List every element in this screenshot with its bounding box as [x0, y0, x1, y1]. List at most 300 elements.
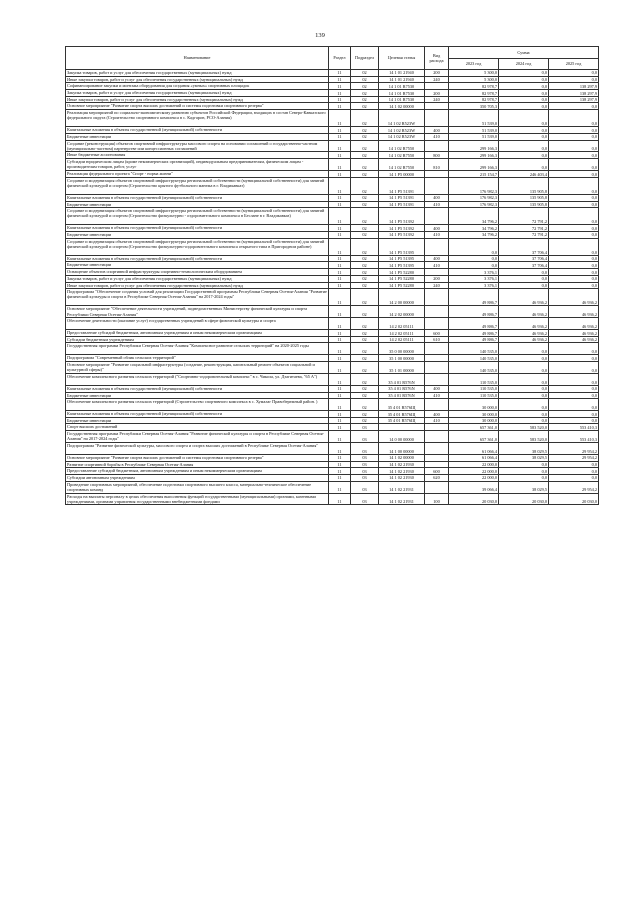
row-sum-2024: 0,0	[499, 76, 549, 83]
table-row	[66, 461, 599, 468]
row-section: 11	[329, 330, 351, 337]
row-sum-2023: 30 000,0	[449, 417, 499, 424]
table-row	[66, 194, 599, 201]
row-subsection: 02	[351, 238, 379, 255]
row-section: 11	[329, 90, 351, 97]
row-target: 14 1 02 R523W	[379, 110, 425, 127]
row-sum-2025: 0,0	[549, 362, 599, 374]
row-target: 14 1 P5 51391	[379, 194, 425, 201]
row-name: Реализация федерального проекта "Спорт - норма жизни"	[66, 171, 329, 178]
row-subsection: 02	[351, 330, 379, 337]
row-sum-2023: 51 539,0	[449, 110, 499, 127]
table-row	[66, 443, 599, 455]
header-sum: Сумма	[449, 47, 599, 59]
row-sum-2025: 0,0	[549, 373, 599, 385]
row-sum-2023: 176 982,3	[449, 194, 499, 201]
row-sum-2025: 0,0	[549, 355, 599, 362]
row-section: 11	[329, 103, 351, 110]
row-sum-2024: 246 403,4	[499, 171, 549, 178]
row-target: 14 1 P5 51391	[379, 201, 425, 208]
table-row	[66, 289, 599, 306]
row-expense-type	[425, 83, 449, 90]
row-sum-2024: 0,0	[499, 133, 549, 140]
row-name: Создание и модернизация объектов спортивной инфраструктуры региональной собственности (муниципальной собственности) для занятий физической культурой и спортом (Строительство физкультурно - оздоровительного комплекса в Беслане в г. Владикавказ)	[66, 208, 329, 225]
row-name: Субсидии юридическим лицам (кроме некоммерческих организаций), индивидуальным предпринимателям, физическим лицам - производителям товаров, работ, услуг	[66, 159, 329, 171]
row-section: 11	[329, 159, 351, 171]
row-expense-type: 610	[425, 336, 449, 343]
row-target: 35 4 01 R576Щ	[379, 399, 425, 411]
row-sum-2024: 0,0	[499, 461, 549, 468]
row-target: 14 1 02 R7550	[379, 140, 425, 152]
row-expense-type: 800	[425, 152, 449, 159]
row-target: 14 1 P5 51392	[379, 232, 425, 239]
row-subsection: 02	[351, 373, 379, 385]
row-expense-type	[425, 373, 449, 385]
table-row	[66, 83, 599, 90]
row-sum-2025: 0,0	[549, 208, 599, 225]
table-row	[66, 70, 599, 77]
row-sum-2023: 3 376,1	[449, 282, 499, 289]
row-sum-2025: 0,0	[549, 475, 599, 482]
table-row	[66, 454, 599, 461]
row-sum-2023: 350 705,3	[449, 103, 499, 110]
row-sum-2025: 0,0	[549, 194, 599, 201]
row-expense-type: 400	[425, 225, 449, 232]
row-target: 14 1 02 R523W	[379, 127, 425, 134]
row-sum-2024: 0,0	[499, 103, 549, 110]
row-sum-2023: 34 796,2	[449, 232, 499, 239]
row-expense-type: 240	[425, 282, 449, 289]
row-subsection: 02	[351, 385, 379, 392]
row-sum-2023: 49 886,7	[449, 336, 499, 343]
row-sum-2024: 38 029,5	[499, 454, 549, 461]
row-section: 11	[329, 262, 351, 269]
row-name: Бюджетные инвестиции	[66, 232, 329, 239]
row-name: Оснащение объектов спортивной инфраструктуры спортивно-технологическим оборудованием	[66, 269, 329, 276]
row-expense-type: 600	[425, 468, 449, 475]
row-sum-2024: 37 706,4	[499, 238, 549, 255]
row-section: 11	[329, 110, 351, 127]
row-sum-2023: 299 166,3	[449, 159, 499, 171]
table-row	[66, 330, 599, 337]
row-subsection: 02	[351, 275, 379, 282]
row-name: Обеспечение комплексного развития сельских территорий ("Спортивно-оздоровительный комплекс" в с. Чикола, ул. Дзагитаева, "65 А")	[66, 373, 329, 385]
row-sum-2023: 3 376,1	[449, 275, 499, 282]
header-year-2023: 2023 год	[449, 59, 499, 70]
row-subsection: 03	[351, 431, 379, 443]
row-subsection: 03	[351, 424, 379, 431]
row-section: 11	[329, 76, 351, 83]
row-sum-2024: 0,0	[499, 399, 549, 411]
row-expense-type	[425, 461, 449, 468]
row-sum-2024: 0,0	[499, 127, 549, 134]
header-subsection: Подраздел	[351, 47, 379, 70]
row-section: 11	[329, 269, 351, 276]
row-subsection: 02	[351, 225, 379, 232]
table-row	[66, 411, 599, 418]
row-name: Подпрограмма "Современный облик сельских территорий"	[66, 355, 329, 362]
row-name: Капитальные вложения в объекты государственной (муниципальной) собственности	[66, 225, 329, 232]
row-subsection: 02	[351, 152, 379, 159]
table-row	[66, 269, 599, 276]
row-sum-2025: 0,0	[549, 411, 599, 418]
row-name: Бюджетные инвестиции	[66, 133, 329, 140]
row-name: Основное мероприятие "Обеспечение деятельности учреждений, подведомственных Министерству физической культуры и спорта Республики Северная Осетия-Алания"	[66, 306, 329, 318]
row-target: 14 2 00 00000	[379, 289, 425, 306]
row-section: 11	[329, 194, 351, 201]
row-sum-2023: 30 000,0	[449, 411, 499, 418]
table-row	[66, 96, 599, 103]
row-target: 35 4 01 R576N	[379, 385, 425, 392]
table-row	[66, 481, 599, 493]
row-name: Софинансирование закупки и монтажа оборудования для создания «умных» спортивных площадок	[66, 83, 329, 90]
row-sum-2024: 38 029,5	[499, 481, 549, 493]
row-target: 35 4 01 R576N	[379, 392, 425, 399]
row-subsection: 02	[351, 306, 379, 318]
row-sum-2023: 176 982,3	[449, 201, 499, 208]
row-expense-type: 400	[425, 127, 449, 134]
row-target: 14 1 01 21940	[379, 76, 425, 83]
row-sum-2024: 0,0	[499, 269, 549, 276]
row-sum-2023: 49 886,7	[449, 289, 499, 306]
row-sum-2023: 657 361,0	[449, 431, 499, 443]
row-sum-2023: 51 539,0	[449, 133, 499, 140]
row-subsection: 02	[351, 262, 379, 269]
row-sum-2024: 0,0	[499, 159, 549, 171]
row-section: 11	[329, 318, 351, 330]
row-expense-type: 620	[425, 475, 449, 482]
row-sum-2024: 72 791,2	[499, 225, 549, 232]
row-section: 11	[329, 424, 351, 431]
row-sum-2025: 138 297,9	[549, 96, 599, 103]
table-row	[66, 152, 599, 159]
row-sum-2023: 3 376,1	[449, 269, 499, 276]
row-sum-2024: 72 791,2	[499, 232, 549, 239]
row-expense-type	[425, 171, 449, 178]
row-expense-type	[425, 208, 449, 225]
row-sum-2024: 46 936,2	[499, 306, 549, 318]
row-target: 14 1 02 R7550	[379, 159, 425, 171]
row-section: 11	[329, 306, 351, 318]
row-expense-type: 600	[425, 330, 449, 337]
row-target: 14 2 02 05111	[379, 318, 425, 330]
row-subsection: 02	[351, 355, 379, 362]
row-section: 11	[329, 399, 351, 411]
row-name: Подпрограмма "Развитие физической культуры, массового спорта и спорта высших достижений в Республике Северная Осетия-Алания"	[66, 443, 329, 455]
row-section: 11	[329, 83, 351, 90]
row-sum-2024: 46 936,2	[499, 330, 549, 337]
row-subsection: 02	[351, 282, 379, 289]
row-expense-type	[425, 177, 449, 194]
row-sum-2024: 46 936,2	[499, 336, 549, 343]
row-subsection: 02	[351, 411, 379, 418]
row-sum-2023: 30 000,0	[449, 399, 499, 411]
row-name: Закупка товаров, работ и услуг для обеспечения государственных (муниципальных) нужд	[66, 90, 329, 97]
table-row	[66, 255, 599, 262]
page-number: 139	[315, 32, 325, 39]
row-section: 11	[329, 289, 351, 306]
table-row	[66, 140, 599, 152]
row-sum-2025: 0,0	[549, 70, 599, 77]
table-row	[66, 417, 599, 424]
table-row	[66, 110, 599, 127]
row-section: 11	[329, 70, 351, 77]
row-section: 11	[329, 493, 351, 505]
row-expense-type: 200	[425, 70, 449, 77]
row-sum-2023: 140 535,0	[449, 362, 499, 374]
row-sum-2025: 0,0	[549, 171, 599, 178]
row-sum-2023: 82 978,7	[449, 83, 499, 90]
row-subsection: 02	[351, 90, 379, 97]
row-sum-2025: 46 936,2	[549, 336, 599, 343]
row-expense-type	[425, 289, 449, 306]
row-sum-2023: 82 978,7	[449, 90, 499, 97]
row-sum-2024: 583 520,0	[499, 431, 549, 443]
row-name: Бюджетные инвестиции	[66, 392, 329, 399]
row-subsection: 02	[351, 255, 379, 262]
table-row	[66, 127, 599, 134]
row-target: 35 1 00 00000	[379, 355, 425, 362]
row-sum-2024: 0,0	[499, 355, 549, 362]
row-sum-2025: 0,0	[549, 103, 599, 110]
row-sum-2025: 46 936,2	[549, 330, 599, 337]
row-section: 11	[329, 208, 351, 225]
row-name: Проведение спортивных мероприятий, обеспечение подготовки спортивного высшего класса, материально-техническое обеспечение спортивных команд	[66, 481, 329, 493]
row-subsection: 02	[351, 70, 379, 77]
row-target: 14 1 P5 52280	[379, 282, 425, 289]
table-row	[66, 208, 599, 225]
table-row	[66, 76, 599, 83]
row-sum-2023: 61 066,4	[449, 443, 499, 455]
row-section: 11	[329, 461, 351, 468]
row-target: 35 0 00 00000	[379, 343, 425, 355]
row-sum-2024: 135 905,8	[499, 201, 549, 208]
table-row	[66, 468, 599, 475]
row-sum-2025: 0,0	[549, 177, 599, 194]
row-target: 14 1 P5 51395	[379, 262, 425, 269]
row-sum-2024: 0,0	[499, 385, 549, 392]
row-sum-2023: 299 166,3	[449, 152, 499, 159]
row-sum-2024: 37 706,4	[499, 262, 549, 269]
row-section: 11	[329, 443, 351, 455]
row-name: Иные закупки товаров, работ и услуг для обеспечения государственных (муниципальных) нужд	[66, 96, 329, 103]
row-sum-2025: 0,0	[549, 468, 599, 475]
row-sum-2025: 0,0	[549, 417, 599, 424]
row-sum-2025: 0,0	[549, 127, 599, 134]
row-expense-type	[425, 362, 449, 374]
row-section: 11	[329, 152, 351, 159]
row-name: Создание и модернизация объектов спортивной инфраструктуры региональной собственности (муниципальной собственности) для занятий физической культурой и спортом (Строительство физкультурно-оздоровительного комплекса открытого типа в Пригородном районе)	[66, 238, 329, 255]
row-expense-type	[425, 238, 449, 255]
row-section: 11	[329, 140, 351, 152]
row-sum-2024: 0,0	[499, 475, 549, 482]
row-sum-2024: 46 936,2	[499, 318, 549, 330]
row-subsection: 02	[351, 362, 379, 374]
row-sum-2025: 29 954,2	[549, 443, 599, 455]
row-subsection: 02	[351, 96, 379, 103]
row-name: Предоставление субсидий бюджетным, автономным учреждениям и иным некоммерческим организациям	[66, 468, 329, 475]
row-name: Основное мероприятие "Развитие спорта высших достижений и системы подготовки спортивного резерва"	[66, 454, 329, 461]
row-name: Основное мероприятие "Развитие спорта высших достижений и системы подготовки спортивного резерва"	[66, 103, 329, 110]
table-row	[66, 399, 599, 411]
row-expense-type: 400	[425, 255, 449, 262]
row-sum-2024: 0,0	[499, 70, 549, 77]
row-sum-2024: 0,0	[499, 275, 549, 282]
row-section: 11	[329, 481, 351, 493]
row-sum-2024: 0,0	[499, 417, 549, 424]
row-name: Закупка товаров, работ и услуг для обеспечения государственных (муниципальных) нужд	[66, 275, 329, 282]
row-sum-2024: 0,0	[499, 373, 549, 385]
row-sum-2023: 61 066,4	[449, 454, 499, 461]
row-sum-2023: 0,0	[449, 255, 499, 262]
row-target: 14 1 P5 51395	[379, 255, 425, 262]
row-sum-2025: 46 936,2	[549, 289, 599, 306]
row-expense-type: 810	[425, 159, 449, 171]
row-name: Создание (реконструкция) объектов спортивной инфраструктуры массового спорта на основании соглашений о государственно-частном (муниципально-частном) партнерстве или концессионных соглашений	[66, 140, 329, 152]
table-row	[66, 177, 599, 194]
row-subsection: 02	[351, 289, 379, 306]
row-subsection: 02	[351, 76, 379, 83]
row-target: 35 1 01 00000	[379, 362, 425, 374]
row-expense-type	[425, 140, 449, 152]
row-subsection: 02	[351, 83, 379, 90]
table-row	[66, 201, 599, 208]
row-sum-2025: 0,0	[549, 461, 599, 468]
row-target: 14 1 02 21931	[379, 493, 425, 505]
header-target: Целевая статья	[379, 47, 425, 70]
row-section: 11	[329, 343, 351, 355]
row-section: 11	[329, 385, 351, 392]
row-name: Бюджетные инвестиции	[66, 417, 329, 424]
row-subsection: 02	[351, 417, 379, 424]
row-target: 35 4 01 R576Щ	[379, 411, 425, 418]
row-subsection: 02	[351, 399, 379, 411]
row-name: Развитие спортивной борьбы в Республике Северная Осетия-Алания	[66, 461, 329, 468]
row-subsection: 02	[351, 103, 379, 110]
header-name: Наименование	[66, 47, 329, 70]
row-sum-2025: 0,0	[549, 140, 599, 152]
row-subsection: 02	[351, 318, 379, 330]
row-subsection: 02	[351, 343, 379, 355]
row-target: 14 2 02 05111	[379, 330, 425, 337]
row-name: Капитальные вложения в объекты государственной (муниципальной) собственности	[66, 411, 329, 418]
row-name: Спорт высших достижений	[66, 424, 329, 431]
row-expense-type	[425, 481, 449, 493]
table-row	[66, 238, 599, 255]
row-section: 11	[329, 177, 351, 194]
row-name: Капитальные вложения в объекты государственной (муниципальной) собственности	[66, 194, 329, 201]
row-expense-type	[425, 110, 449, 127]
row-sum-2023: 0,0	[449, 262, 499, 269]
table-row	[66, 385, 599, 392]
row-section: 11	[329, 171, 351, 178]
table-row	[66, 373, 599, 385]
budget-table	[65, 46, 599, 505]
row-expense-type: 410	[425, 232, 449, 239]
row-section: 11	[329, 232, 351, 239]
header-expense-type: Вид расхода	[425, 47, 449, 70]
table-row	[66, 431, 599, 443]
row-sum-2023: 34 796,2	[449, 225, 499, 232]
row-section: 11	[329, 373, 351, 385]
row-subsection: 03	[351, 461, 379, 468]
row-sum-2025: 0,0	[549, 262, 599, 269]
row-name: Субсидии автономным учреждениям	[66, 475, 329, 482]
table-row	[66, 262, 599, 269]
row-expense-type: 410	[425, 262, 449, 269]
row-sum-2024: 0,0	[499, 392, 549, 399]
table-row	[66, 318, 599, 330]
row-sum-2025: 553 410,3	[549, 424, 599, 431]
row-name: Создание и модернизация объектов спортивной инфраструктуры региональной собственности (муниципальной собственности) для занятий физической культурой и спортом (Строительство крытого футбольного манежа в г. Владикавказ)	[66, 177, 329, 194]
row-sum-2023: 299 166,3	[449, 140, 499, 152]
row-sum-2025: 0,0	[549, 255, 599, 262]
row-sum-2025: 0,0	[549, 76, 599, 83]
row-section: 11	[329, 225, 351, 232]
table-row	[66, 103, 599, 110]
row-sum-2023: 39 066,4	[449, 481, 499, 493]
row-target: 14 1 02 21930	[379, 475, 425, 482]
row-expense-type: 240	[425, 96, 449, 103]
row-subsection: 03	[351, 493, 379, 505]
table-row	[66, 493, 599, 505]
row-subsection: 02	[351, 392, 379, 399]
row-sum-2023: 657 361,0	[449, 424, 499, 431]
row-subsection: 02	[351, 208, 379, 225]
row-subsection: 03	[351, 443, 379, 455]
row-sum-2023: 49 886,7	[449, 318, 499, 330]
row-section: 11	[329, 255, 351, 262]
row-section: 11	[329, 454, 351, 461]
row-name: Иные закупки товаров, работ и услуг для обеспечения государственных (муниципальных) нужд	[66, 282, 329, 289]
row-expense-type: 410	[425, 392, 449, 399]
row-subsection: 02	[351, 194, 379, 201]
row-name: Капитальные вложения в объекты государственной (муниципальной) собственности	[66, 255, 329, 262]
row-sum-2024: 0,0	[499, 83, 549, 90]
row-target: 14 1 P5 51395	[379, 238, 425, 255]
row-expense-type	[425, 399, 449, 411]
table-row	[66, 171, 599, 178]
row-expense-type: 400	[425, 385, 449, 392]
table-row	[66, 392, 599, 399]
row-sum-2025: 0,0	[549, 275, 599, 282]
header-year-2025: 2025 год	[549, 59, 599, 70]
table-row	[66, 475, 599, 482]
row-sum-2025: 0,0	[549, 152, 599, 159]
row-sum-2023: 82 978,7	[449, 96, 499, 103]
row-target: 14 1 02 21930	[379, 468, 425, 475]
row-target: 14 1 01 21940	[379, 70, 425, 77]
row-name: Подпрограмма "Обеспечение создания условий для реализации Государственной программы Республики Северная Осетия-Алания "Развитие физической культуры и спорта в Республике Северная Осетия-Алания" на 2017-2024 годы"	[66, 289, 329, 306]
row-name: Капитальные вложения в объекты государственной (муниципальной) собственности	[66, 127, 329, 134]
row-sum-2025: 138 297,9	[549, 90, 599, 97]
row-sum-2024: 0,0	[499, 90, 549, 97]
row-sum-2025: 0,0	[549, 269, 599, 276]
row-subsection: 02	[351, 232, 379, 239]
header-year-2024: 2024 год	[499, 59, 549, 70]
row-target: 14 1 02 21930	[379, 461, 425, 468]
row-section: 11	[329, 411, 351, 418]
table-row	[66, 90, 599, 97]
row-expense-type: 400	[425, 411, 449, 418]
row-sum-2024: 0,0	[499, 282, 549, 289]
row-sum-2024: 20 030,0	[499, 493, 549, 505]
row-sum-2024: 0,0	[499, 152, 549, 159]
row-expense-type	[425, 424, 449, 431]
row-sum-2024: 72 791,2	[499, 208, 549, 225]
row-sum-2024: 0,0	[499, 140, 549, 152]
row-target: 14 1 01 R7530	[379, 90, 425, 97]
